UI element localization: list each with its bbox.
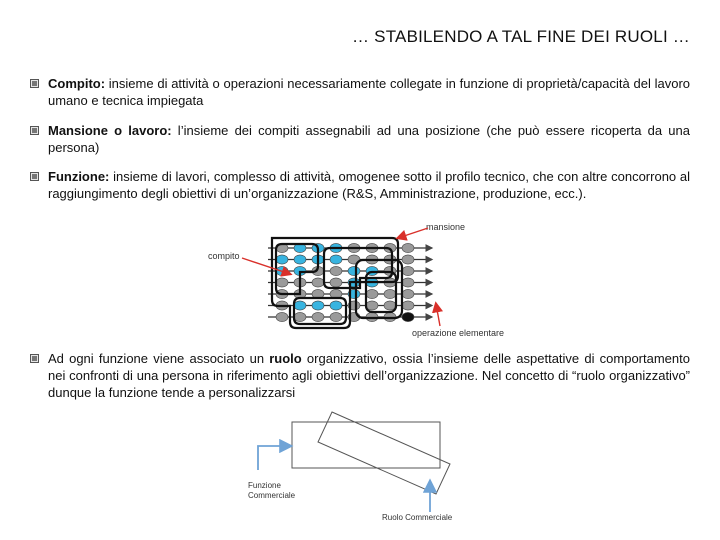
operation-dot [294,301,306,310]
operation-dot [312,301,324,310]
checkbox-bullet-icon [30,126,39,135]
operation-dot [294,312,306,321]
operation-dot [330,312,342,321]
bullet-text [48,122,690,156]
bullet-term: Compito: [48,76,106,91]
bullet-mansione [30,122,690,156]
label-funzione-2: Commerciale [248,491,296,500]
ruolo-box [318,412,450,494]
operation-dot [348,266,360,275]
operation-dot [402,255,414,264]
operation-dot [402,243,414,252]
funzione-arrow [258,446,290,470]
label-funzione: Funzione [248,481,281,490]
bullet-compito [30,75,690,109]
operation-dot [330,301,342,310]
bullet-text [48,168,690,202]
checkbox-bullet-icon [30,79,39,88]
checkbox-bullet-icon [30,354,39,363]
label-compito: compito [208,251,240,261]
label-ruolo: Ruolo Commerciale [382,513,453,522]
operation-dot [276,312,288,321]
bullet-body: organizzativo, ossia l’insieme delle aspettative di comportamento nei confronti di una persona in riferimento agli obiettivi dell’organizzazione. Nel concetto di “ruolo organizzativo” dunque la funzione tende a personalizzarsi [48,351,690,400]
operation-dot [312,278,324,287]
operation-dot [366,289,378,298]
label-mansione: mansione [426,222,466,232]
bullet-term: Funzione: [48,169,110,184]
operation-dot [402,289,414,298]
bullet-ruolo [30,350,690,401]
bullet-term: Mansione o lavoro: [48,123,172,138]
operation-dot [330,278,342,287]
operation-dot [402,301,414,310]
bullet-body: l’insieme dei compiti assegnabili ad una posizione (che può essere ricoperta da una persona) [48,123,690,155]
operation-dot [402,312,414,321]
operation-dot [402,266,414,275]
operation-dot [330,255,342,264]
bullet-text [48,75,690,109]
operation-dot [384,289,396,298]
bullet-body: insieme di lavori, complesso di attività, omogenee sotto il profilo tecnico, che con altre concorrono al raggiungimento degli obiettivi di un’organizzazione (R&S, Amministrazione, produzione, ecc.). [48,169,690,201]
bullet-term: ruolo [269,351,302,366]
operation-dot [294,255,306,264]
operation-dot [330,266,342,275]
bullet-prefix: Ad ogni funzione viene associato un [48,351,270,366]
bullet-body: insieme di attività o operazioni necessariamente collegate in funzione di proprietà/capacità del lavoro umano e tecnica impiegata [48,76,690,108]
operazione-arrow [436,304,440,326]
mansione-arrow [398,228,428,238]
bullet-text [48,350,690,401]
mansione-diagram [200,218,530,340]
checkbox-bullet-icon [30,172,39,181]
slide-title: … STABILENDO A TAL FINE DEI RUOLI … [352,27,690,46]
label-operazione: operazione elementare [412,328,505,338]
bullet-funzione [30,168,690,202]
operation-dot [312,312,324,321]
ruolo-diagram [240,408,470,526]
operation-dot [276,278,288,287]
operation-dot [276,255,288,264]
funzione-box [292,422,440,468]
operation-dot [402,278,414,287]
